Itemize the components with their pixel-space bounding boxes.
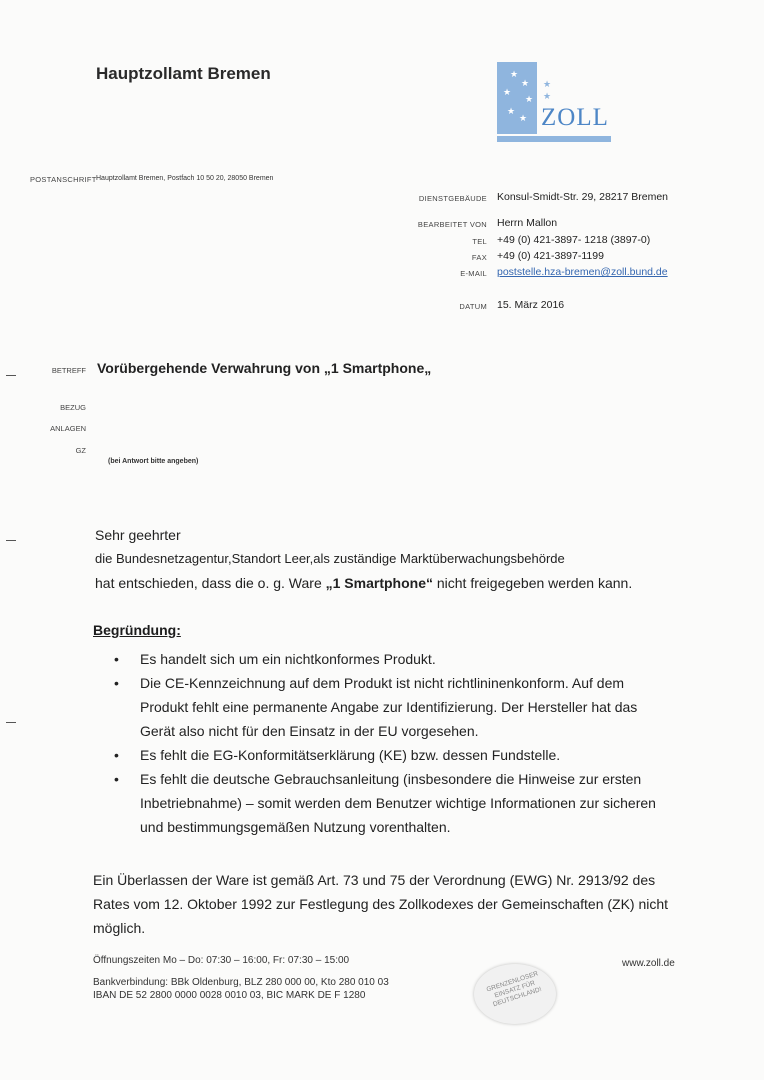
tel-value: +49 (0) 421-3897- 1218 (3897-0) xyxy=(497,234,651,246)
fold-mark xyxy=(6,375,16,376)
opening-hours: Öffnungszeiten Mo – Do: 07:30 – 16:00, Fr: 07:30 – 15:00 xyxy=(93,955,350,966)
tel-label: TEL xyxy=(472,237,487,246)
anlagen-label: ANLAGEN xyxy=(50,424,86,433)
bezug-label: BEZUG xyxy=(60,403,86,412)
logo-star-panel: ★ ★ ★ ★ ★ ★ xyxy=(497,62,537,134)
gz-label: GZ xyxy=(75,446,86,455)
campaign-badge xyxy=(474,964,556,1024)
goods-name: „1 Smartphone“ xyxy=(325,575,433,591)
decision-text-end: nicht freigegeben werden kann. xyxy=(432,575,633,591)
addressee-line: die Bundesnetzagentur,Standort Leer,als zuständige Marktüberwachungsbehörde xyxy=(95,551,565,566)
reason-text: Es fehlt die deutsche Gebrauchsanleitung (insbesondere die Hinweise zur ersten Inbetriebnahme) – somit werden dem Benutzer wichtige Informationen zur sicheren und bestimmungsgemäßen Nutzung vorenthalten. xyxy=(140,771,656,835)
punch-mark xyxy=(6,540,16,541)
email-link[interactable]: poststelle.hza-bremen@zoll.bund.de xyxy=(497,266,668,278)
bullet-icon: • xyxy=(114,675,119,691)
salutation: Sehr geehrter xyxy=(95,527,181,543)
fax-label: FAX xyxy=(471,253,487,262)
closing-paragraph: Ein Überlassen der Ware ist gemäß Art. 73 und 75 der Verordnung (EWG) Nr. 2913/92 des Rates vom 12. Oktober 1992 zur Festlegung des Zollkodexes der Gemeinschaften (ZK) nicht möglich. xyxy=(93,872,669,936)
handled-label: BEARBEITET VON xyxy=(417,220,487,229)
postal-label: POSTANSCHRIFT xyxy=(30,175,97,184)
list-item xyxy=(114,671,674,743)
reason-text: Die CE-Kennzeichnung auf dem Produkt ist nicht richtlininenkonform. Auf dem Produkt fehlt eine permanente Angabe zur Identifizierung. Der Hersteller hat das Gerät also nicht für den Einsatz in der EU vorgesehen. xyxy=(140,675,638,739)
reason-list xyxy=(114,647,674,839)
reason-heading: Begründung: xyxy=(93,622,181,638)
bullet-icon: • xyxy=(114,747,119,763)
decision-text: hat entschieden, dass die o. g. Ware xyxy=(95,575,326,591)
bullet-icon: • xyxy=(114,771,119,787)
fax-value: +49 (0) 421-3897-1199 xyxy=(497,250,604,262)
zoll-logo: ★ ★ ★ ★ ★ ★ ★ ★ ZOLL xyxy=(497,62,615,148)
date-label: DATUM xyxy=(459,302,487,311)
date-value: 15. März 2016 xyxy=(497,299,565,311)
email-label: E-MAIL xyxy=(460,269,487,278)
bank-details: Bankverbindung: BBk Oldenburg, BLZ 280 000 00, Kto 280 010 03 xyxy=(93,977,389,988)
campaign-badge-text: GRENZENLOSER EINSATZ FÜR DEUTSCHLAND! xyxy=(485,970,543,1009)
reason-text: Es fehlt die EG-Konformitätserklärung (KE) bzw. dessen Fundstelle. xyxy=(140,747,561,763)
bullet-icon: • xyxy=(114,651,119,667)
building-label: DIENSTGEBÄUDE xyxy=(418,194,487,203)
building-value: Konsul-Smidt-Str. 29, 28217 Bremen xyxy=(497,191,669,203)
reason-text: Es handelt sich um ein nichtkonformes Produkt. xyxy=(140,651,436,667)
iban-details: IBAN DE 52 2800 0000 0028 0010 03, BIC MARK DE F 1280 xyxy=(93,990,366,1001)
subject-line: Vorübergehende Verwahrung von „1 Smartphone„ xyxy=(97,360,432,376)
decision-line xyxy=(95,571,632,595)
list-item xyxy=(114,647,674,671)
list-item xyxy=(114,743,674,767)
website-link[interactable]: www.zoll.de xyxy=(622,958,675,969)
logo-bar xyxy=(497,136,611,142)
authority-name: Hauptzollamt Bremen xyxy=(96,64,271,83)
subject-label: BETREFF xyxy=(51,366,86,375)
postal-address: Hauptzollamt Bremen, Postfach 10 50 20, 28050 Bremen xyxy=(96,175,274,182)
logo-text: ZOLL xyxy=(541,104,609,131)
gz-hint: (bei Antwort bitte angeben) xyxy=(108,458,199,465)
handled-value: Herrn Mallon xyxy=(497,217,558,229)
list-item xyxy=(114,767,674,839)
fold-mark xyxy=(6,722,16,723)
